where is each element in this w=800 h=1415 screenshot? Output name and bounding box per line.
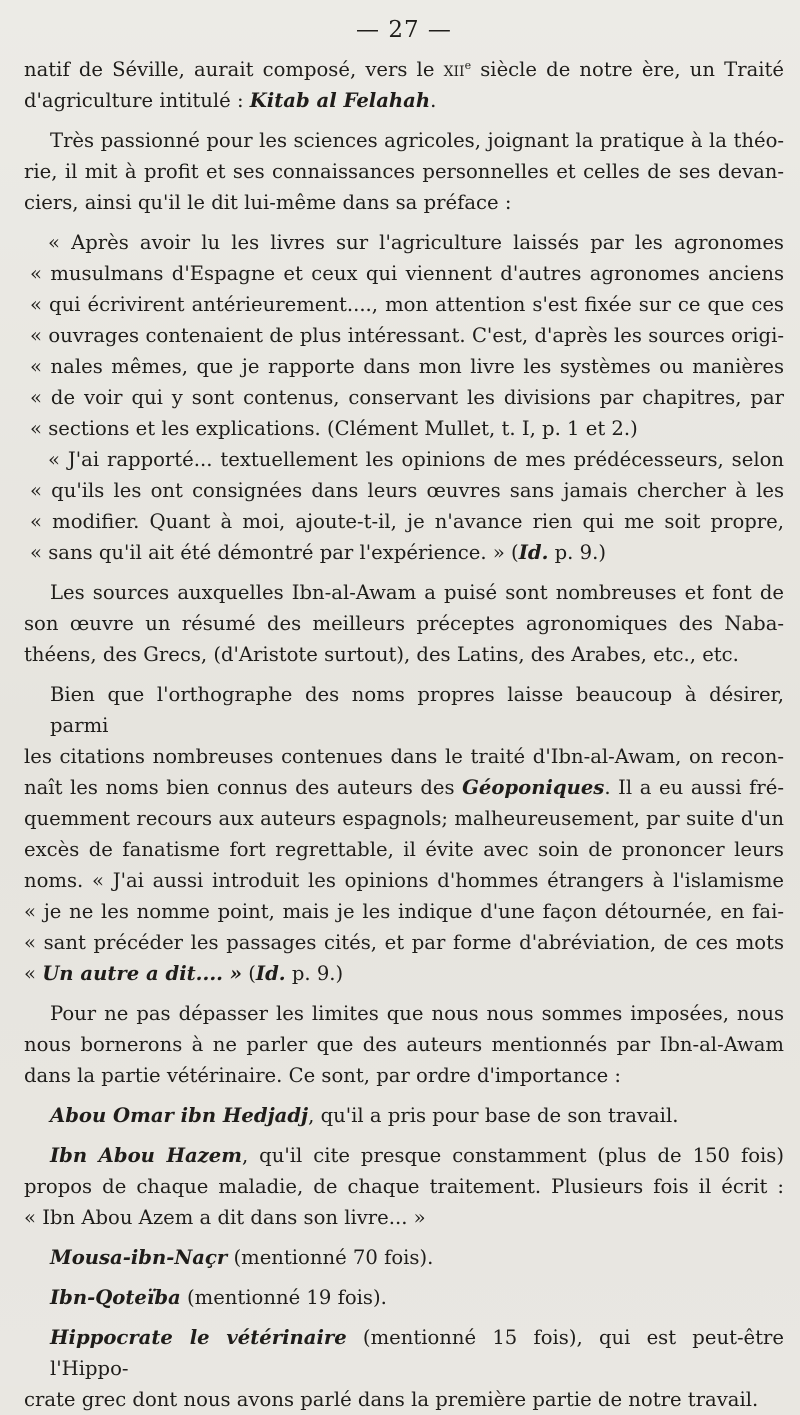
- text-line: Ibn Abou Hazem, qu'il cite presque constamment (plus de 150 fois): [50, 1144, 784, 1167]
- text-line: « qui écrivirent antérieurement...., mon attention s'est fixée sur ce que ces: [30, 293, 784, 316]
- text-line: Hippocrate le vétérinaire (mentionné 15 fois), qui est peut-être l'Hippo-: [50, 1326, 784, 1380]
- text-line: « Après avoir lu les livres sur l'agriculture laissés par les agronomes: [48, 231, 784, 254]
- text-line: théens, des Grecs, (d'Aristote surtout), des Latins, des Arabes, etc., etc.: [24, 643, 739, 666]
- text-line: propos de chaque maladie, de chaque traitement. Plusieurs fois il écrit :: [24, 1175, 784, 1198]
- paragraph-5: [24, 998, 784, 1091]
- text-line: « de voir qui y sont contenus, conservant les divisions par chapitres, par: [30, 386, 784, 409]
- text-line: crate grec dont nous avons parlé dans la première partie de notre travail.: [24, 1388, 759, 1411]
- text-line: rie, il mit à profit et ses connaissances personnelles et celles de ses devan-: [24, 160, 784, 183]
- author-entry-ibn-qoteiba: Ibn-Qoteïba (mentionné 19 fois).: [50, 1286, 387, 1309]
- text-line: Bien que l'orthographe des noms propres laisse beaucoup à désirer, parmi: [50, 683, 784, 737]
- text-line: « sans qu'il ait été démontré par l'expérience. » (Id. p. 9.): [30, 541, 606, 564]
- text-line: quemment recours aux auteurs espagnols; malheureusement, par suite d'un: [24, 807, 784, 830]
- book-title: Géoponiques: [462, 776, 605, 799]
- text-line: d'agriculture intitulé : Kitab al Felahah.: [24, 89, 437, 112]
- author-name: Ibn-Qoteïba: [50, 1286, 181, 1309]
- text-line: « nales mêmes, que je rapporte dans mon livre les systèmes ou manières: [30, 355, 784, 378]
- text-line: excès de fanatisme fort regrettable, il évite avec soin de prononcer leurs: [24, 838, 784, 861]
- author-name: Hippocrate le vétérinaire: [50, 1326, 347, 1349]
- quotation-1: [24, 227, 784, 444]
- text-line: Les sources auxquelles Ibn-al-Awam a puisé sont nombreuses et font de: [50, 581, 784, 604]
- text-line: Pour ne pas dépasser les limites que nous nous sommes imposées, nous: [50, 1002, 784, 1025]
- text-line: « je ne les nomme point, mais je les indique d'une façon détournée, en fai-: [24, 900, 784, 923]
- text-line: nous bornerons à ne parler que des auteurs mentionnés par Ibn-al-Awam: [24, 1033, 784, 1056]
- text-line: son œuvre un résumé des meilleurs préceptes agronomiques des Naba-: [24, 612, 784, 635]
- paragraph-2: [24, 125, 784, 218]
- paragraph-3: [24, 577, 784, 670]
- text-line: « Ibn Abou Azem a dit dans son livre... »: [24, 1206, 426, 1229]
- text-line: « sant précéder les passages cités, et par forme d'abréviation, de ces mots: [24, 931, 784, 954]
- text-line: ciers, ainsi qu'il le dit lui-même dans sa préface :: [24, 191, 512, 214]
- text-line: dans la partie vétérinaire. Ce sont, par ordre d'importance :: [24, 1064, 621, 1087]
- author-name: Abou Omar ibn Hedjadj: [50, 1104, 309, 1127]
- text-line: natif de Séville, aurait composé, vers le xii$^e$ siècle de notre ère, un Traité: [24, 58, 784, 81]
- author-name: Mousa-ibn-Naçr: [50, 1246, 228, 1269]
- author-entry-hippocrate: [24, 1322, 784, 1415]
- author-entry-ibn-abou-hazem: [24, 1140, 784, 1233]
- author-name: Ibn Abou Hazem: [50, 1144, 242, 1167]
- text-line: « sections et les explications. (Clément Mullet, t. I, p. 1 et 2.): [30, 417, 638, 440]
- text-line: « Un autre a dit.... » (Id. p. 9.): [24, 962, 344, 985]
- author-entry-mousa: Mousa-ibn-Naçr (mentionné 70 fois).: [50, 1246, 434, 1269]
- quotation-2: [24, 444, 784, 568]
- text-line: « modifier. Quant à moi, ajoute-t-il, je n'avance rien qui me soit propre,: [30, 510, 784, 533]
- text-line: naît les noms bien connus des auteurs des Géoponiques. Il a eu aussi fré-: [24, 776, 784, 799]
- paragraph-4: [24, 679, 784, 989]
- text-line: noms. « J'ai aussi introduit les opinions d'hommes étrangers à l'islamisme: [24, 869, 784, 892]
- text-line: « musulmans d'Espagne et ceux qui viennent d'autres agronomes anciens: [30, 262, 784, 285]
- text-line: Très passionné pour les sciences agricoles, joignant la pratique à la théo-: [50, 129, 784, 152]
- page-number: — 27 —: [356, 17, 452, 43]
- book-title: Kitab al Felahah: [249, 89, 431, 112]
- text-line: « J'ai rapporté... textuellement les opinions de mes prédécesseurs, selon: [48, 448, 784, 471]
- text-line: « qu'ils les ont consignées dans leurs œuvres sans jamais chercher à les: [30, 479, 784, 502]
- text-line: les citations nombreuses contenues dans le traité d'Ibn-al-Awam, on recon-: [24, 745, 784, 768]
- author-entry-abou-omar: Abou Omar ibn Hedjadj, qu'il a pris pour base de son travail.: [50, 1104, 679, 1127]
- paragraph-1: [24, 54, 784, 116]
- text-line: « ouvrages contenaient de plus intéressant. C'est, d'après les sources origi-: [30, 324, 784, 347]
